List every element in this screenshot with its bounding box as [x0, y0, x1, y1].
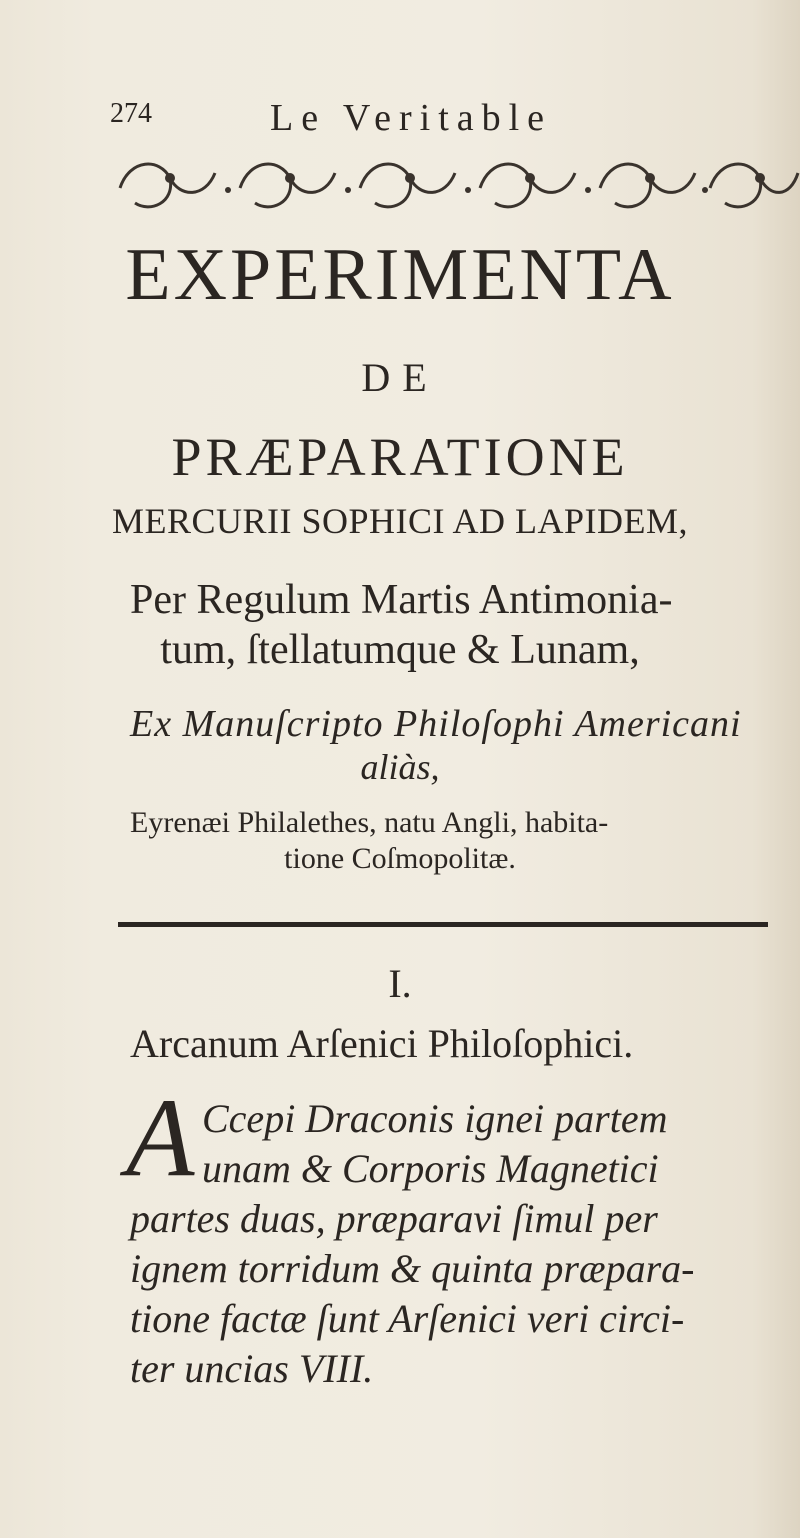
running-head	[110, 96, 670, 146]
body-line: unam & Corporis Magnetici	[202, 1146, 659, 1191]
text-line: Per Regulum Martis Antimonia-	[130, 577, 673, 623]
section-number: I.	[388, 961, 412, 1006]
body-line: Ccepi Draconis ignei partem	[202, 1096, 668, 1141]
body-line: partes duas, præparavi ſimul per	[130, 1196, 658, 1241]
section-title: Arcanum Arſenici Philoſophici.	[130, 1021, 634, 1066]
text-line: Ex Manuſcripto Philoſophi Americani	[130, 703, 742, 745]
text-line: tione Coſmopolitæ.	[284, 842, 516, 875]
text-line: Eyrenæi Philalethes, natu Angli, habita-	[130, 806, 609, 839]
title-praeparatione: PRÆPARATIONE	[171, 427, 629, 487]
drop-cap: A	[126, 1076, 195, 1200]
body-line: ignem torridum & quinta præpara-	[130, 1246, 695, 1291]
body-paragraph	[130, 1094, 770, 1394]
title-experimenta: EXPERIMENTA	[125, 234, 675, 316]
divider-rule	[118, 922, 768, 927]
text-line: aliàs,	[360, 747, 440, 787]
subtitle: MERCURII SOPHICI AD LAPIDEM,	[111, 501, 689, 541]
body-line: tione factæ ſunt Arſenici veri circi-	[130, 1296, 685, 1341]
title-de: DE	[361, 355, 439, 400]
page-number: 274	[110, 98, 152, 129]
text-line: tum, ſtellatumque & Lunam,	[160, 627, 640, 673]
body-line: ter uncias VIII.	[130, 1346, 374, 1391]
floral-ornament-icon	[110, 148, 800, 218]
running-title: Le Veritable	[270, 97, 553, 139]
